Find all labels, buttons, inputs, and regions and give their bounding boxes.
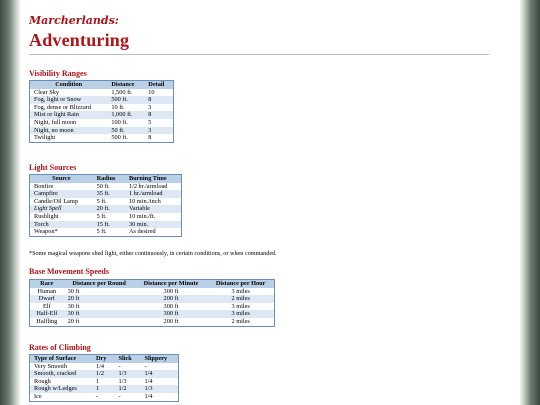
table-cell: 2 miles: [231, 317, 250, 325]
table-cell: 50 ft.: [107, 127, 144, 135]
column-header: Burning Time: [125, 175, 182, 183]
table-cell: -: [96, 392, 99, 400]
table-cell: 20 ft.: [93, 205, 125, 213]
table-cell: Rough: [34, 377, 51, 385]
table-row: [30, 221, 182, 229]
table-cell: 300 ft: [135, 310, 208, 318]
column-header: Race: [30, 280, 64, 288]
table-cell: 5 ft.: [96, 228, 107, 236]
table-cell: Torch: [30, 221, 93, 229]
table-cell: 1/2: [115, 385, 141, 393]
table-cell: 1/4: [140, 370, 178, 378]
table-cell: Very Smooth: [34, 362, 68, 370]
column-header: Condition: [30, 81, 108, 89]
table-cell: 30 min.: [125, 221, 182, 229]
light-sources-table: [29, 174, 182, 237]
table-cell: Fog, dense or Blizzard: [34, 103, 92, 111]
table-cell: 1/2: [92, 370, 115, 378]
table-cell: Human: [37, 287, 57, 295]
table-cell: 5: [148, 118, 152, 126]
table-cell: 3: [144, 127, 173, 135]
table-cell: 15 ft.: [93, 221, 125, 229]
table-cell: 1/2 hr./armload: [128, 182, 168, 190]
table-row: [30, 288, 275, 296]
table-row: [30, 89, 174, 97]
column-header: Slippery: [140, 355, 178, 363]
table-cell: Rushlight: [34, 212, 59, 220]
table-cell: As desired: [128, 228, 156, 236]
movement-table: [29, 279, 275, 327]
table-cell: 1 hr./armload: [125, 190, 182, 198]
table-row: [30, 363, 179, 371]
table-cell: 10 ft.: [111, 103, 125, 111]
table-cell: Clear Sky: [34, 88, 60, 96]
table-row: [30, 96, 174, 104]
column-header: Radius: [93, 175, 125, 183]
table-cell: Elf: [42, 302, 51, 310]
section-heading-movement: Base Movement Speeds: [29, 267, 109, 276]
table-cell: 200 ft: [163, 317, 179, 325]
table-row: [30, 310, 275, 318]
table-cell: 1/4: [96, 362, 105, 370]
table-header-row: [30, 81, 174, 89]
table-cell: Halfling: [36, 317, 58, 325]
table-cell: Half-Elf: [30, 310, 64, 318]
table-cell: 1/3: [115, 370, 141, 378]
table-cell: -: [144, 362, 147, 370]
table-row: [30, 119, 174, 127]
table-cell: 3: [148, 103, 152, 111]
title-divider: [29, 54, 489, 55]
table-cell: 30 ft: [67, 302, 80, 310]
table-cell: Night, no moon: [30, 127, 108, 135]
table-cell: 1/4: [144, 392, 153, 400]
table-row: [30, 378, 179, 386]
table-cell: 200 ft: [135, 295, 208, 303]
table-cell: Campfire: [30, 190, 93, 198]
table-cell: Fog, light or Snow: [30, 96, 108, 104]
table-cell: 1/3: [140, 385, 178, 393]
table-cell: Weapon*: [34, 228, 58, 236]
table-row: [30, 318, 275, 326]
table-cell: Mist or light Rain: [30, 111, 108, 119]
table-cell: 500 ft.: [107, 96, 144, 104]
table-cell: -: [118, 392, 121, 400]
table-cell: 1: [96, 377, 100, 385]
table-row: [30, 228, 182, 236]
visibility-table: [29, 80, 174, 143]
column-header: Distance per Minute: [135, 280, 208, 288]
table-row: [30, 385, 179, 393]
climbing-table: [29, 354, 179, 402]
table-cell: 1/4: [144, 377, 153, 385]
table-cell: -: [118, 362, 121, 370]
section-heading-climbing: Rates of Climbing: [29, 343, 91, 352]
table-row: [30, 303, 275, 311]
table-cell: 8: [148, 134, 152, 142]
page-title: Adventuring: [29, 30, 130, 50]
table-row: [30, 295, 275, 303]
table-cell: Dwarf: [30, 295, 64, 303]
table-cell: 300 ft: [163, 287, 179, 295]
table-cell: 8: [144, 96, 173, 104]
column-header: Distance per Round: [64, 280, 135, 288]
table-row: [30, 190, 182, 198]
column-header: Dry: [92, 355, 115, 363]
table-row: [30, 198, 182, 206]
table-row: [30, 213, 182, 221]
table-cell: Smooth, cracked: [30, 370, 93, 378]
light-sources-footnote: *Some magical weapons shed light, either continuously, in certain conditions, or when commanded.: [29, 250, 277, 257]
series-title: Marcherlands:: [29, 14, 119, 27]
table-cell: 30 ft: [67, 287, 80, 295]
table-header-row: [30, 355, 179, 363]
section-heading-light-sources: Light Sources: [29, 163, 77, 172]
table-cell: 3 miles: [207, 310, 274, 318]
table-header-row: [30, 280, 275, 288]
table-cell: 100 ft.: [111, 118, 128, 126]
table-cell: 8: [144, 111, 173, 119]
table-cell: 500 ft.: [111, 134, 128, 142]
table-cell: Twilight: [34, 134, 56, 142]
table-header-row: [30, 175, 182, 183]
column-header: Distance per Hour: [207, 280, 274, 288]
table-cell: 50 ft.: [96, 182, 110, 190]
background-photo-left: [0, 0, 20, 405]
table-cell: 1: [92, 385, 115, 393]
table-cell: 20 ft: [64, 295, 135, 303]
table-cell: 3 miles: [231, 287, 250, 295]
table-cell: 1,000 ft.: [107, 111, 144, 119]
table-row: [30, 393, 179, 401]
table-cell: 300 ft: [163, 302, 179, 310]
table-row: [30, 127, 174, 135]
table-cell: 2 miles: [207, 295, 274, 303]
table-cell: 1,500 ft.: [111, 88, 133, 96]
table-row: [30, 104, 174, 112]
table-cell: 3 miles: [231, 302, 250, 310]
table-row: [30, 134, 174, 142]
table-cell: Rough w/Ledges: [30, 385, 93, 393]
table-cell: 5 ft.: [96, 197, 107, 205]
column-header: Detail: [144, 81, 173, 89]
table-cell: Light Spell: [30, 205, 93, 213]
table-row: [30, 370, 179, 378]
table-cell: Night, full moon: [34, 118, 77, 126]
table-cell: Bonfire: [34, 182, 54, 190]
table-cell: 5 ft.: [96, 212, 107, 220]
column-header: Slick: [115, 355, 141, 363]
table-cell: Variable: [125, 205, 182, 213]
table-cell: 10 min./ft.: [128, 212, 156, 220]
table-cell: 1/3: [118, 377, 127, 385]
background-photo-right: [520, 0, 540, 405]
table-cell: 20 ft: [67, 317, 80, 325]
table-row: [30, 205, 182, 213]
column-header: Type of Surface: [30, 355, 93, 363]
table-row: [30, 183, 182, 191]
table-cell: 10: [148, 88, 155, 96]
column-header: Distance: [107, 81, 144, 89]
table-cell: 10 min./inch: [128, 197, 161, 205]
table-cell: 30 ft: [64, 310, 135, 318]
document-page: [29, 0, 491, 405]
table-cell: Ice: [34, 392, 42, 400]
table-cell: 35 ft.: [93, 190, 125, 198]
column-header: Source: [30, 175, 93, 183]
table-cell: Candle/Oil Lamp: [34, 197, 78, 205]
section-heading-visibility: Visibility Ranges: [29, 69, 87, 78]
table-row: [30, 111, 174, 119]
